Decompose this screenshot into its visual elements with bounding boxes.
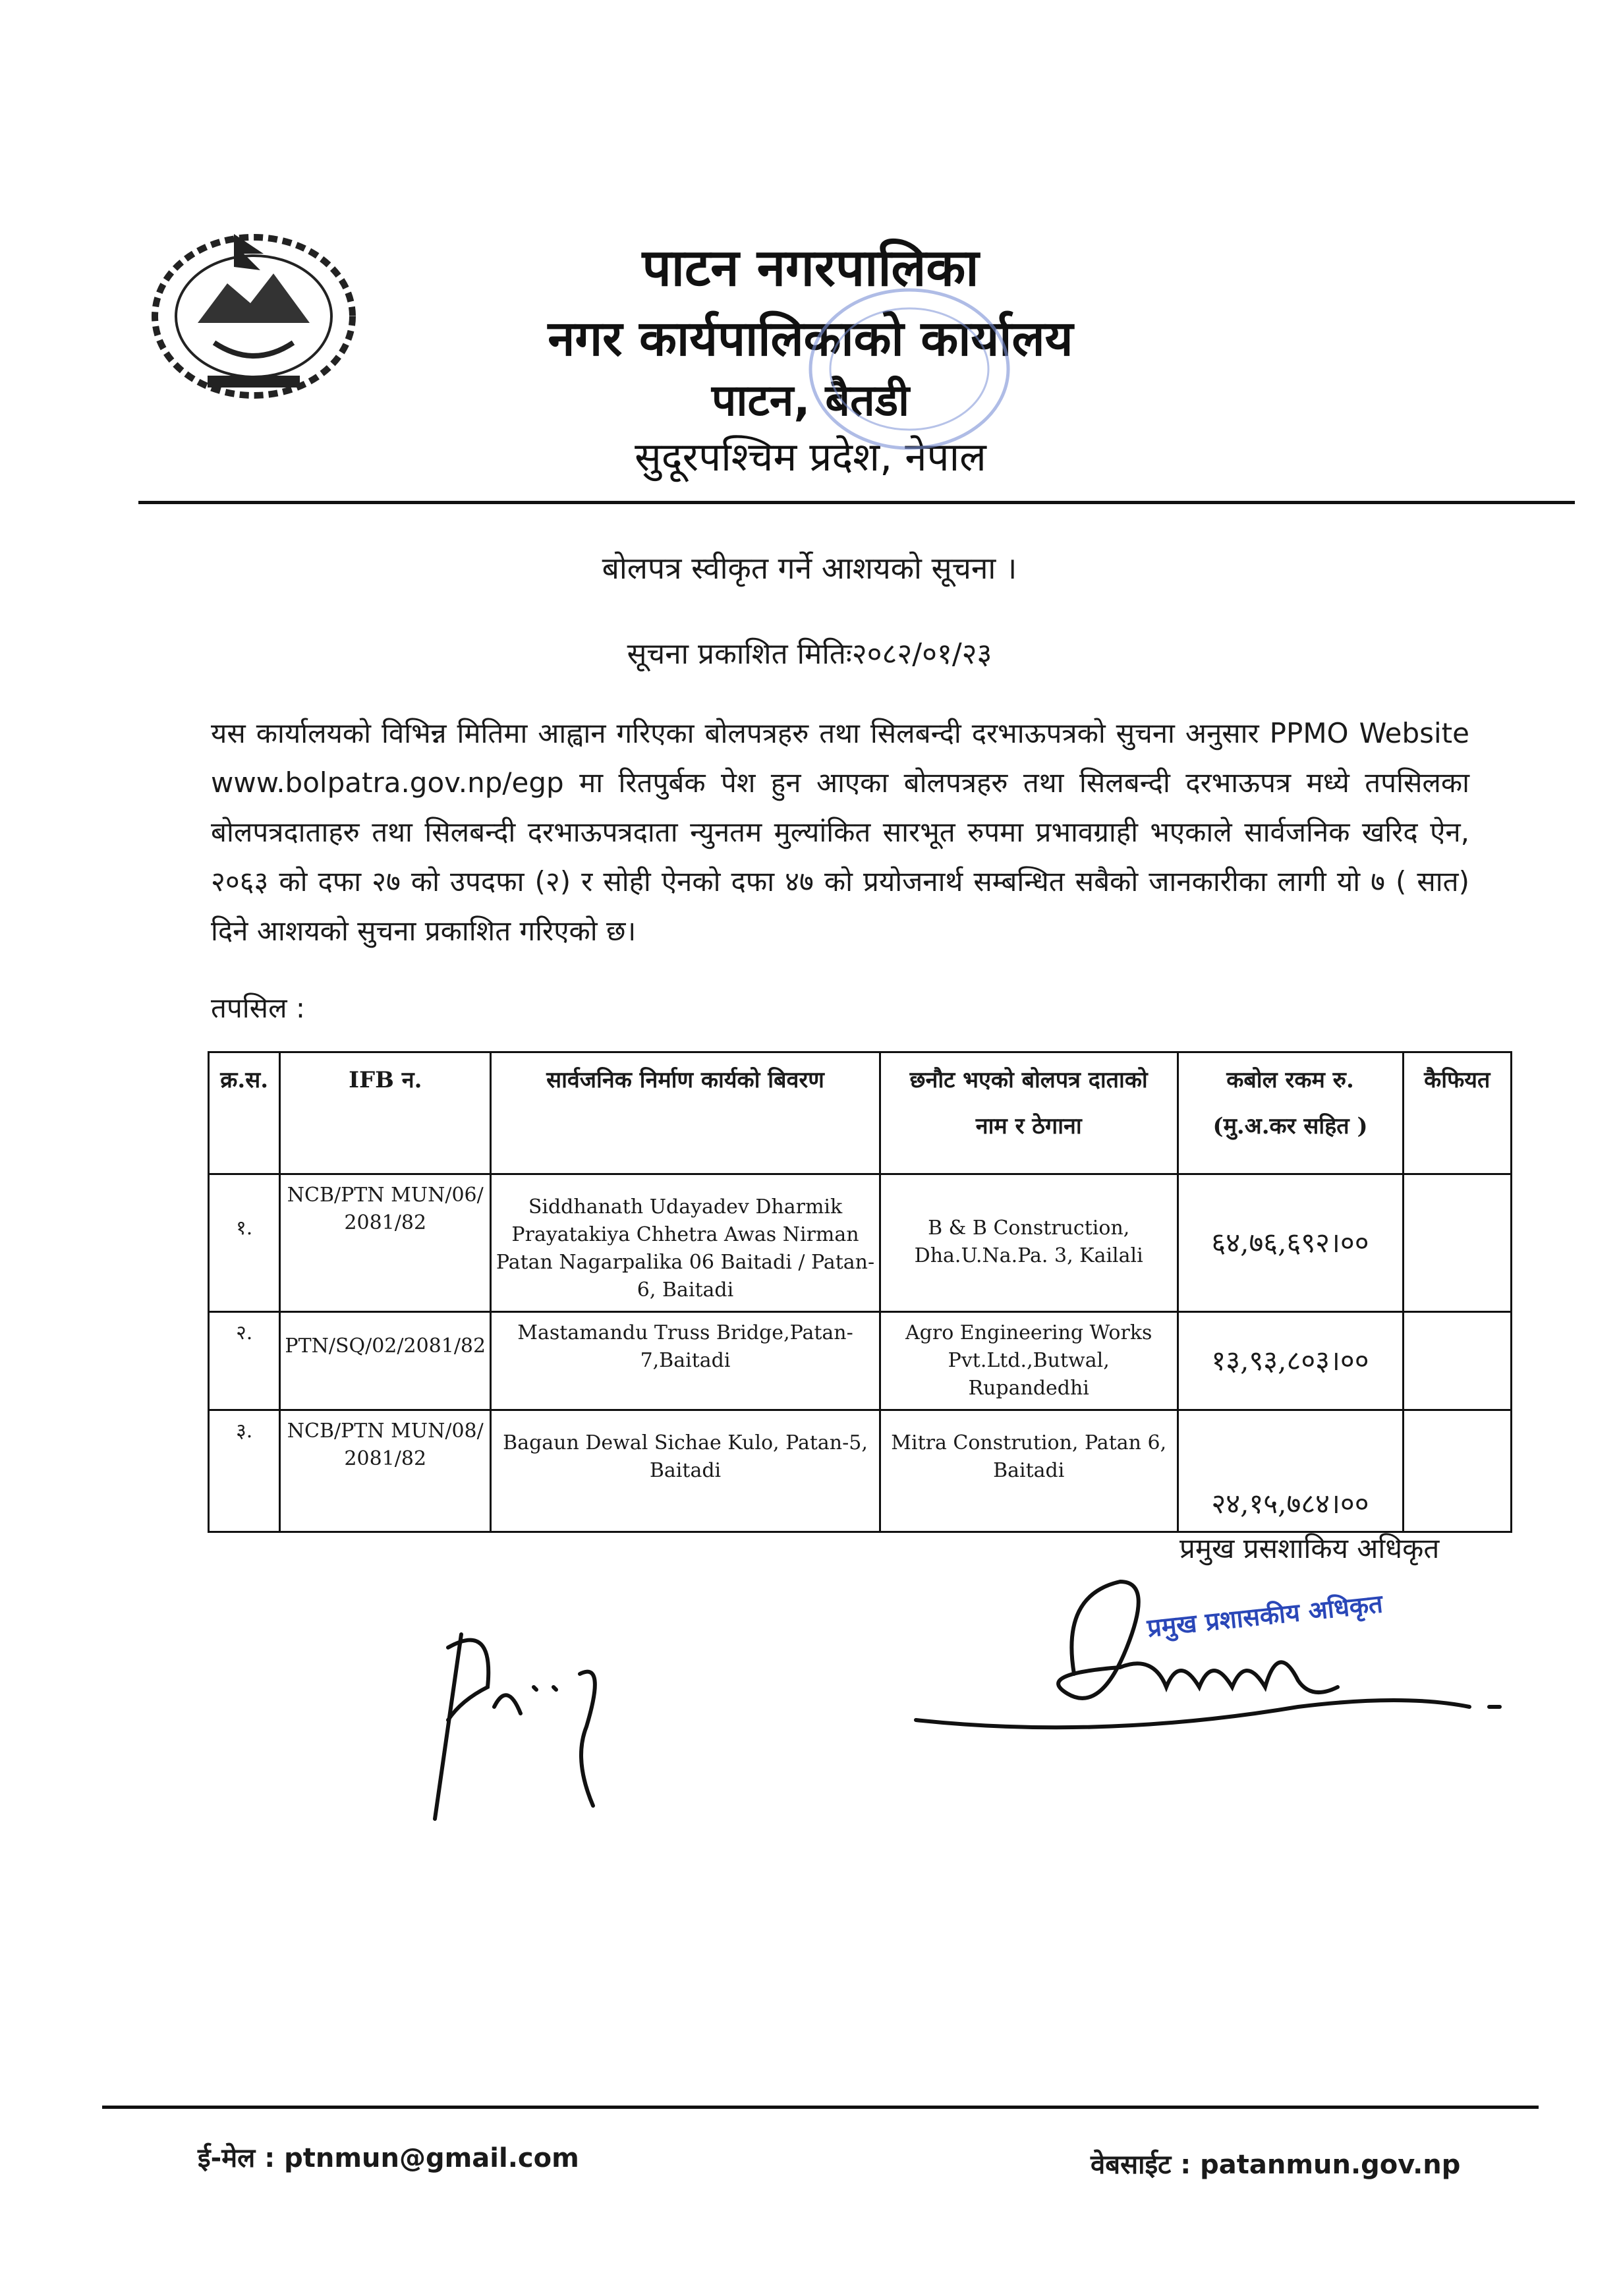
office-seal-icon (801, 277, 1018, 461)
row-amount: १३,९३,८०३।०० (1178, 1312, 1403, 1410)
schedule-label: तपसिल : (211, 992, 306, 1024)
row-bidder: B & B Construction, Dha.U.Na.Pa. 3, Kailali (880, 1174, 1178, 1312)
table-row (209, 1410, 1512, 1532)
header-amount-line2: (मु.अ.कर सहित ) (1212, 1113, 1368, 1139)
office-address-line: पाटन, बैतडी (711, 375, 910, 426)
table-row (209, 1174, 1512, 1312)
row-description: Siddhanath Udayadev Dharmik Prayatakiya Chhetra Awas Nirman Patan Nagarpalika 06 Baitadi / Patan-6, Baitadi (491, 1174, 880, 1312)
row-sn: १. (209, 1174, 280, 1312)
row-ifb: NCB/PTN MUN/06/ 2081/82 (280, 1174, 491, 1312)
footer-divider (102, 2106, 1539, 2109)
row-sn: २. (209, 1312, 280, 1410)
row-bidder: Agro Engineering Works Pvt.Ltd.,Butwal, Rupandedhi (880, 1312, 1178, 1410)
header-bidder-line1: छनौट भएको बोलपत्र दाताको (909, 1067, 1148, 1093)
row-remarks (1403, 1174, 1511, 1312)
signatory-stamp: प्रमुख प्रशासकीय अधिकृत (1145, 1589, 1384, 1643)
table-header-row (209, 1052, 1512, 1174)
row-description: Bagaun Dewal Sichae Kulo, Patan-5, Baitadi (491, 1410, 880, 1532)
header-bidder-line2: नाम र ठेगाना (975, 1113, 1082, 1139)
notice-title: बोलपत्र स्वीकृत गर्ने आशयको सूचना । (602, 550, 1017, 586)
notice-body: यस कार्यालयको विभिन्न मितिमा आह्वान गरिएका बोलपत्रहरु तथा सिलबन्दी दरभाऊपत्रको सुचना अनुसार PPMO Website www.bolpatra.gov.np/egp मा रितपुर्बक पेश हुन आएका बोलपत्रहरु तथा सिलबन्दी दरभाऊपत्र मध्ये तपसिलका बोलपत्रदाताहरु तथा सिलबन्दी दरभाऊपत्रदाता न्युनतम मुल्यांकित सारभूत रुपमा प्रभावग्राही भएकाले सार्वजनिक खरिद ऐन, २०६३ को दफा २७ को उपदफा (२) र सोही ऐनको दफा ४७ को प्रयोजनार्थ सम्बन्धित सबैको जानकारीका लागी यो ७ ( सात) दिने आशयको सुचना प्रकाशित गरिएको छ। (211, 717, 1469, 947)
office-name-line1: पाटन नगरपालिका (642, 239, 979, 298)
row-bidder: Mitra Constrution, Patan 6, Baitadi (880, 1410, 1178, 1532)
table-row (209, 1312, 1512, 1410)
row-amount: ६४,७६,६९२।०० (1178, 1174, 1403, 1312)
row-amount: २४,१५,७८४।०० (1178, 1410, 1403, 1532)
header-sn: क्र.स. (209, 1052, 280, 1174)
header-ifb: IFB न. (280, 1052, 491, 1174)
header-description: सार्वजनिक निर्माण कार्यको बिवरण (491, 1052, 880, 1174)
row-ifb: NCB/PTN MUN/08/ 2081/82 (280, 1410, 491, 1532)
signature-right-icon (903, 1542, 1509, 1760)
header-divider (138, 501, 1575, 504)
row-remarks (1403, 1410, 1511, 1532)
published-date: सूचना प्रकाशित मितिः२०८२/०१/२३ (627, 637, 992, 671)
footer-website: वेबसाईट : patanmun.gov.np (1091, 2150, 1461, 2180)
header-remarks: कैफियत (1403, 1052, 1511, 1174)
row-remarks (1403, 1312, 1511, 1410)
nepal-emblem-icon (135, 211, 372, 409)
header-amount-line1: कबोल रकम रु. (1226, 1067, 1354, 1093)
row-ifb: PTN/SQ/02/2081/82 (280, 1312, 491, 1410)
signature-left-icon (422, 1608, 633, 1825)
row-description: Mastamandu Truss Bridge,Patan-7,Baitadi (491, 1312, 880, 1410)
office-province-line: सुदूरपश्चिम प्रदेश, नेपाल (635, 434, 986, 480)
header-amount (1178, 1052, 1403, 1174)
bid-table (208, 1051, 1512, 1533)
office-name-line2: नगर कार्यपालिकाको कार्यालय (548, 310, 1073, 367)
footer-email: ई-मेल : ptnmun@gmail.com (198, 2143, 579, 2173)
signatory-title: प्रमुख प्रसशाकिय अधिकृत (1179, 1532, 1440, 1564)
row-sn: ३. (209, 1410, 280, 1532)
header-bidder (880, 1052, 1178, 1174)
